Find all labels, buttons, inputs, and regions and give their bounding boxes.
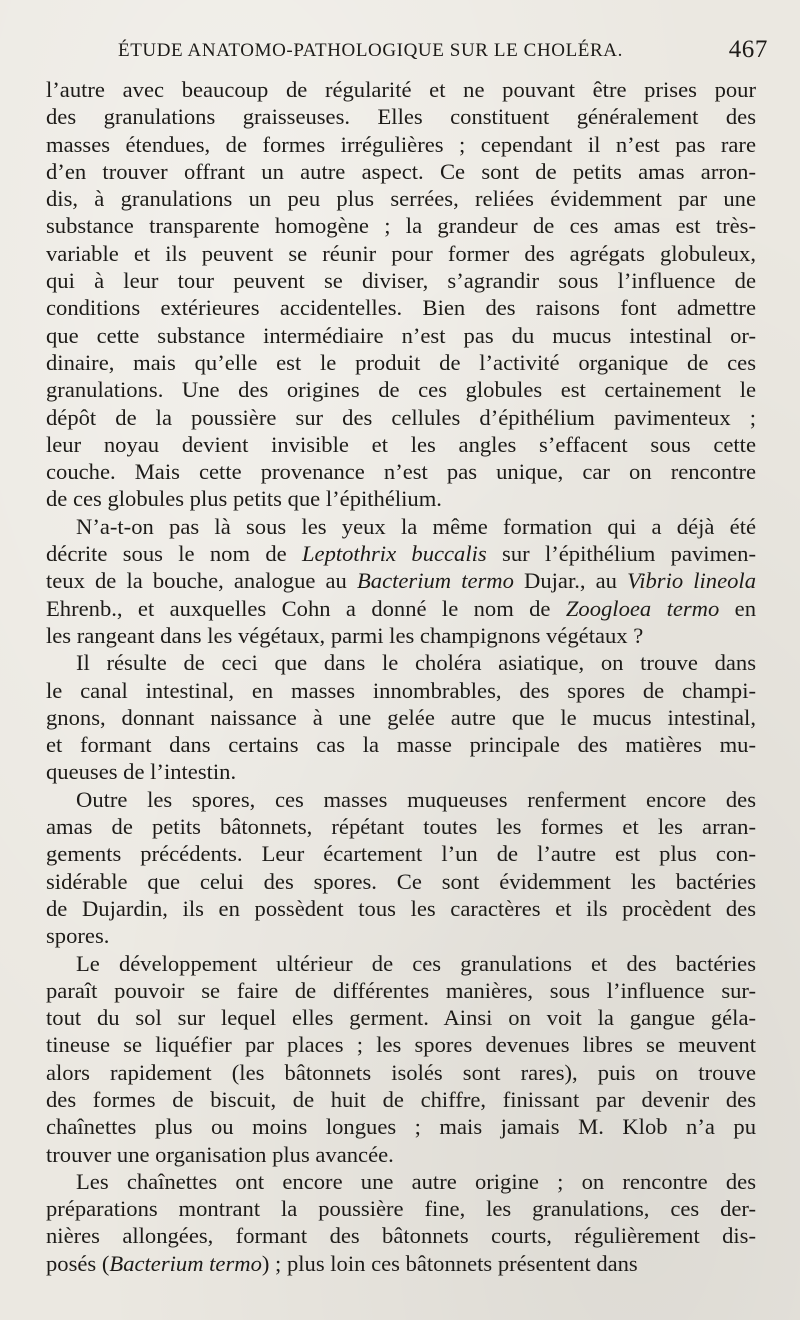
text-line: amas de petits bâtonnets, répétant toutes les formes et les arran- bbox=[46, 814, 756, 840]
text-line: que cette substance intermédiaire n’est pas du mucus intestinal or- bbox=[46, 322, 756, 348]
text-line: Les chaînettes ont encore une autre origine ; on rencontre des bbox=[76, 1168, 756, 1194]
text-line: tout du sol sur lequel elles germent. Ainsi on voit la gangue géla- bbox=[46, 1005, 756, 1031]
text-line: tineuse se liquéfier par places ; les spores devenues libres se meuvent bbox=[46, 1032, 756, 1058]
text-line: les rangeant dans les végétaux, parmi les champignons végétaux ? bbox=[46, 622, 644, 648]
text-line: préparations montrant la poussière fine, les granulations, ces der- bbox=[46, 1196, 756, 1222]
body-text bbox=[46, 76, 756, 1277]
text-line: dinaire, mais qu’elle est le produit de l’activité organique de ces bbox=[46, 349, 756, 375]
text-line: des granulations graisseuses. Elles constituent généralement des bbox=[46, 104, 756, 130]
text-line: et formant dans certains cas la masse principale des matières mu- bbox=[46, 732, 756, 758]
text-line: queuses de l’intestin. bbox=[46, 759, 237, 785]
text-line: substance transparente homogène ; la grandeur de ces amas est très- bbox=[46, 213, 756, 239]
text-line: variable et ils peuvent se réunir pour former des agrégats globuleux, bbox=[46, 240, 756, 266]
page-number: 467 bbox=[728, 36, 768, 63]
italic-term: Leptothrix buccalis bbox=[301, 541, 487, 567]
text-line: conditions extérieures accidentelles. Bien des raisons font admettre bbox=[46, 295, 756, 321]
text-line: trouver une organisation plus avancée. bbox=[46, 1141, 394, 1167]
text-line: gements précédents. Leur écartement l’un de l’autre est plus con- bbox=[46, 841, 756, 867]
text-line: masses étendues, de formes irrégulières ; cependant il n’est pas rare bbox=[46, 131, 756, 157]
text-line: gnons, donnant naissance à une gelée autre que le mucus intestinal, bbox=[46, 704, 756, 730]
text-line: sidérable que celui des spores. Ce sont évidemment les bactéries bbox=[46, 868, 756, 894]
text-line: N’a-t-on pas là sous les yeux la même formation qui a déjà été bbox=[76, 513, 756, 539]
text-line: spores. bbox=[46, 923, 110, 949]
text-line: qui à leur tour peuvent se diviser, s’agrandir sous l’influence de bbox=[46, 268, 756, 294]
text-line: granulations. Une des origines de ces globules est certainement le bbox=[46, 377, 756, 403]
italic-term: Bacterium termo bbox=[356, 568, 514, 594]
text-line: le canal intestinal, en masses innombrables, des spores de champi- bbox=[46, 677, 756, 703]
italic-term: Vibrio lineola bbox=[627, 568, 757, 594]
text-line: l’autre avec beaucoup de régularité et ne pouvant être prises pour bbox=[46, 77, 756, 102]
text-line: couche. Mais cette provenance n’est pas unique, car on rencontre bbox=[46, 459, 756, 485]
text-line: dis, à granulations un peu plus serrées, reliées évidemment par une bbox=[46, 186, 756, 212]
text-line: Il résulte de ceci que dans le choléra asiatique, on trouve dans bbox=[76, 650, 756, 676]
italic-term: Zoogloea termo bbox=[565, 595, 720, 621]
text-line: posés (Bacterium termo) ; plus loin ces bâtonnets présentent dans bbox=[46, 1250, 638, 1276]
text-line: dépôt de la poussière sur des cellules d’épithélium pavimenteux ; bbox=[46, 404, 756, 430]
text-line: nières allongées, formant des bâtonnets courts, régulièrement dis- bbox=[46, 1223, 756, 1249]
text-line: leur noyau devient invisible et les angles s’effacent sous cette bbox=[46, 431, 756, 457]
text-line: alors rapidement (les bâtonnets isolés sont rares), puis on trouve bbox=[46, 1059, 756, 1085]
running-head bbox=[118, 38, 768, 68]
text-line: chaînettes plus ou moins longues ; mais jamais M. Klob n’a pu bbox=[46, 1114, 756, 1140]
text-line: teux de la bouche, analogue au Bacterium termo Dujar., au Vibrio lineola bbox=[46, 568, 757, 594]
text-line: des formes de biscuit, de huit de chiffre, finissant par devenir des bbox=[46, 1086, 756, 1112]
text-line: de ces globules plus petits que l’épithélium. bbox=[46, 486, 442, 512]
text-line: de Dujardin, ils en possèdent tous les caractères et ils procèdent des bbox=[46, 895, 756, 921]
running-title: ÉTUDE ANATOMO-PATHOLOGIQUE SUR LE CHOLÉRA. bbox=[118, 40, 623, 61]
text-line: Ehrenb., et auxquelles Cohn a donné le nom de Zoogloea termo en bbox=[46, 595, 756, 621]
text-line: paraît pouvoir se faire de différentes manières, sous l’influence sur- bbox=[46, 977, 756, 1003]
text-line: d’en trouver offrant un autre aspect. Ce sont de petits amas arron- bbox=[46, 158, 756, 184]
text-line: Le développement ultérieur de ces granulations et des bactéries bbox=[76, 950, 756, 976]
text-line: Outre les spores, ces masses muqueuses renferment encore des bbox=[76, 786, 756, 812]
text-line: décrite sous le nom de Leptothrix buccalis sur l’épithélium pavimen- bbox=[46, 541, 756, 567]
italic-term: Bacterium termo bbox=[109, 1250, 262, 1276]
